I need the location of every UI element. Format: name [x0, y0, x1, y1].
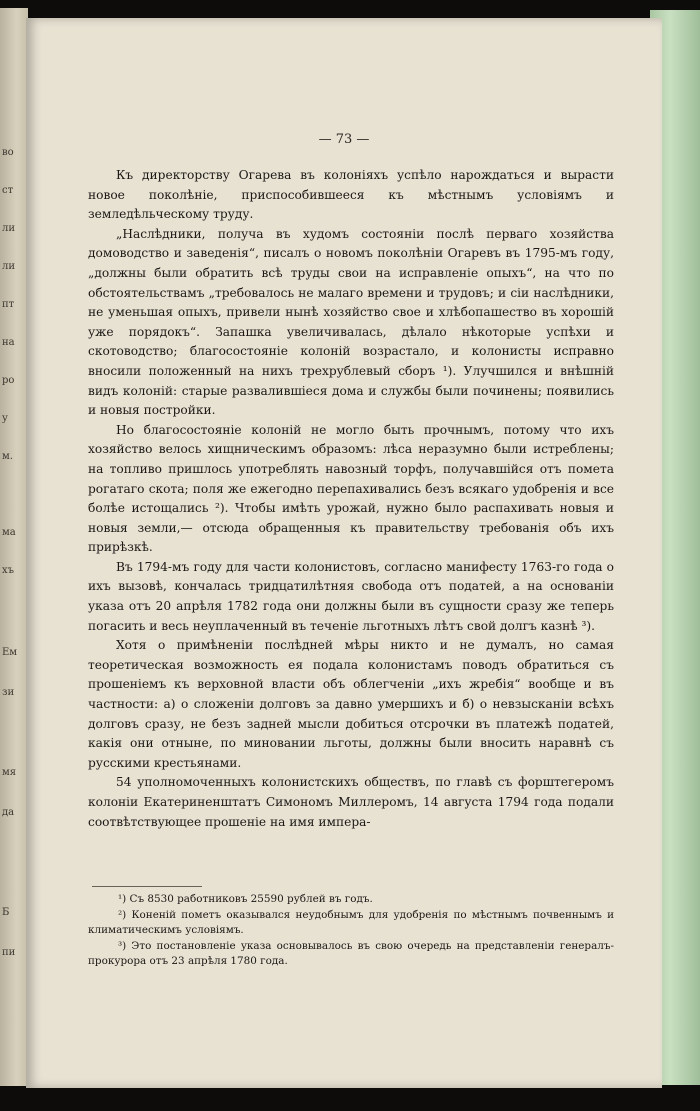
adjacent-page-fragment: м.	[2, 451, 13, 462]
adjacent-page-fragment: ма	[2, 527, 16, 538]
paragraph: „Наслѣдники, получа въ худомъ состояніи послѣ перваго хозяйства домоводство и заведенія“, писалъ о новомъ поколѣніи Огаревъ въ 1795-мъ году, „должны были обратить всѣ труды свои на исправленіе опыхъ“, на что по обстоятельствамъ „требовалось не малаго времени и трудовъ; и сіи наслѣдники, не уменьшая опыхъ, привели нынѣ хозяйство свое и хлѣбопашество въ хорошій уже порядокъ“. Запашка увеличивалась, дѣлало нѣкоторые успѣхи и скотоводство; благосостояніе колоній возрастало, и колонисты исправно вносили положенный на нихъ трехрублевый сборъ ¹). Улучшился и внѣшній видъ колоній: старые развалившіеся дома и службы были починены; появились и новыя постройки.	[88, 226, 614, 418]
paragraph: 54 уполномоченныхъ колонистскихъ обществъ, по главѣ съ форштегеромъ колоніи Екатериненштатъ Симономъ Миллеромъ, 14 августа 1794 года подали соотвѣтствующее прошеніе на имя импера-	[88, 775, 614, 829]
footnote	[88, 908, 614, 939]
adjacent-page-edge	[0, 8, 28, 1086]
adjacent-page-fragment: зи	[2, 687, 15, 698]
adjacent-page-fragment: на	[2, 337, 15, 348]
footnote-text: Это постановленіе указа основывалось въ свою очередь на представленіи генералъ-прокурора отъ 23 апрѣля 1780 года.	[88, 939, 614, 967]
adjacent-page-fragment: Ем	[2, 647, 18, 658]
adjacent-page-fragment: да	[2, 807, 15, 818]
paragraph: Къ директорству Огарева въ колоніяхъ успѣло нарождаться и вырасти новое поколѣніе, приспособившееся къ мѣстнымъ условіямъ и земледѣльческому труду.	[88, 168, 614, 222]
adjacent-page-fragment: во	[2, 147, 14, 158]
adjacent-page-fragment: ст	[2, 185, 14, 196]
footnote	[88, 939, 614, 970]
footnote-mark: ¹)	[118, 893, 127, 905]
adjacent-page-fragment: ро	[2, 375, 15, 386]
footnote-text: Коненій пометъ оказывался неудобнымъ для удобренія по мѣстнымъ почвеннымъ и климатическимъ условіямъ.	[88, 908, 614, 936]
footnote	[88, 892, 614, 908]
adjacent-page-fragment: у	[2, 413, 8, 424]
paragraph: Но благосостояніе колоній не могло быть прочнымъ, потому что ихъ хозяйство велось хищническимъ образомъ: лѣса неразумно были истреблены; на топливо пришлось употреблять навозный торфъ, получавшійся отъ помета рогатаго скота; поля же ежегодно перепахивались безъ всякаго удобренія и все болѣе истощались ²). Чтобы имѣть урожай, нужно было распахивать новыя и новыя земли,— отсюда обращенныя къ правительству требованія объ ихъ прирѣзкѣ.	[88, 422, 614, 555]
paragraph: Въ 1794-мъ году для части колонистовъ, согласно манифесту 1763-го года о ихъ вызовѣ, кончалась тридцатилѣтняя свобода отъ податей, а на основаніи указа отъ 20 апрѣля 1782 года они должны были въ сущности сразу же теперь погасить и весь неуплаченный въ теченіе льготныхъ лѣтъ свой долгъ казнѣ ³).	[88, 559, 614, 633]
body-text	[88, 166, 614, 832]
footnotes	[88, 892, 614, 970]
adjacent-page-fragment: Б	[2, 907, 10, 918]
book-page	[26, 18, 662, 1088]
footnote-rule	[92, 886, 202, 887]
adjacent-page-fragment: мя	[2, 767, 17, 778]
footnote-mark: ²)	[118, 908, 127, 921]
adjacent-page-fragment: пи	[2, 947, 16, 958]
paragraph: Хотя о примѣненіи послѣдней мѣры никто и не думалъ, но самая теоретическая возможность ея подала колонистамъ поводъ обратиться съ прошеніемъ къ верховной власти объ облегченіи „ихъ жребія“ вообще и въ частности: а) о сложеніи долговъ за давно умершихъ и б) о невзысканіи всѣхъ долговъ сразу, не безъ задней мысли добиться отсрочки въ платежѣ податей, какія они отныне, по миновании льготы, должны были вносить наравнѣ съ русскими крестьянами.	[88, 638, 614, 770]
adjacent-page-fragment: пт	[2, 299, 15, 310]
footnote-mark: ³)	[118, 939, 127, 952]
adjacent-page-fragment: ли	[2, 261, 16, 272]
adjacent-page-fragment: хъ	[2, 565, 15, 576]
footnote-text: Съ 8530 работниковъ 25590 рублей въ годъ.	[129, 893, 373, 905]
page-number: — 73 —	[318, 132, 370, 147]
adjacent-page-fragment: ли	[2, 223, 16, 234]
